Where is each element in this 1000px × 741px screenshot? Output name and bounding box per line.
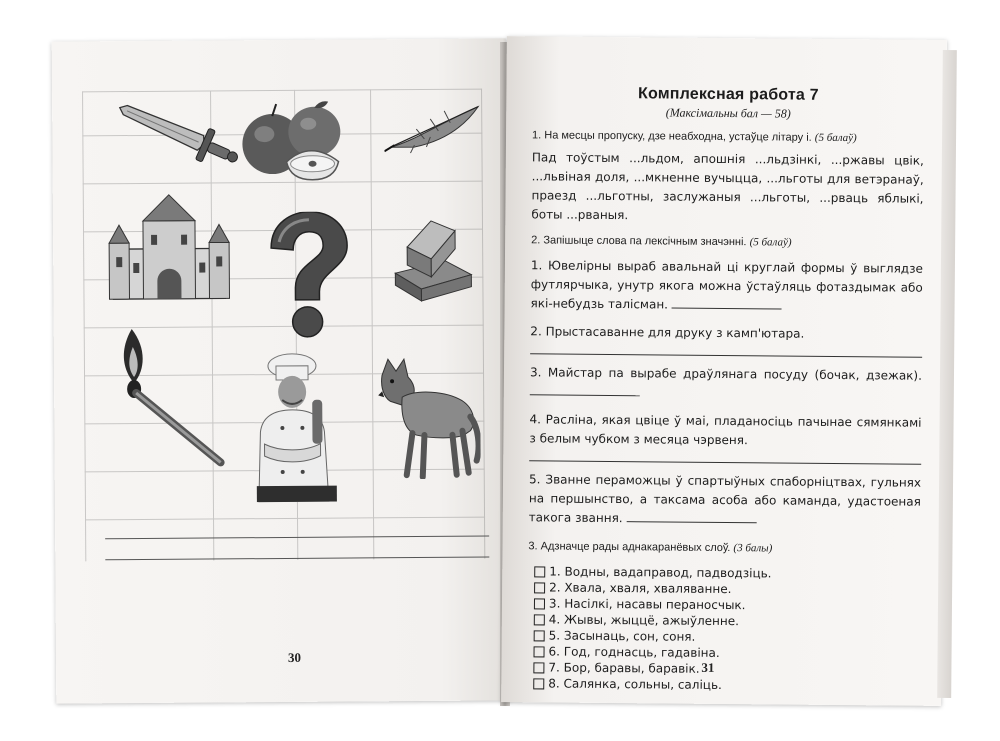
checkbox[interactable] xyxy=(534,566,545,577)
task-1-heading: 1. На месцы пропуску, дзе неабходна, устаўце літару і. (5 балаў) xyxy=(531,129,857,145)
checkbox[interactable] xyxy=(534,598,545,609)
gold-bars-icon xyxy=(385,217,486,306)
answer-blank[interactable] xyxy=(529,460,921,464)
checkbox[interactable] xyxy=(534,582,545,593)
castle-icon xyxy=(107,190,232,303)
task-2-item-2: 2. Прыстасаванне для друку з камп'ютара. xyxy=(530,322,922,357)
answer-blank[interactable] xyxy=(530,382,640,396)
left-page xyxy=(52,38,511,703)
sword-icon xyxy=(114,98,244,169)
checklist-row: 1. Водны, вадаправод, падводзіць. xyxy=(534,563,920,582)
question-mark-icon xyxy=(263,212,352,341)
burning-match-icon xyxy=(116,328,227,469)
answer-blank[interactable] xyxy=(672,296,782,310)
bleed-through-text xyxy=(92,587,472,660)
right-page xyxy=(501,36,947,706)
task-2-item-1: 1. Ювелірны выраб авальнай ці круглай формы ў выглядзе футлярчыка, унутр якога можна ўстаўляць фотаздымак або які-небудзь талісман. xyxy=(530,258,923,312)
checklist-row: 8. Салянка, сольны, саліць. xyxy=(533,675,919,694)
task-2-item-5: 5. Званне пераможцы ў спартыўных спаборніцтвах, гульнях на першынство, а таксама асоба або каманда, удастоеная такога звання. xyxy=(528,472,922,526)
checklist-row: 5. Засынаць, сон, соня. xyxy=(534,627,920,646)
wolf-icon xyxy=(376,357,481,480)
open-book xyxy=(38,28,958,708)
task-2-heading: 2. Запішыце слова па лексічным значэнні. (5 балаў) xyxy=(531,234,792,249)
answer-blank[interactable] xyxy=(530,353,922,357)
checklist-row: 2. Хвала, хваля, хваляванне. xyxy=(534,579,920,598)
checkbox[interactable] xyxy=(534,630,545,641)
checkbox[interactable] xyxy=(534,614,545,625)
feather-icon xyxy=(384,101,484,162)
checklist-row: 7. Бор, баравы, баравік. xyxy=(533,659,919,678)
task-2-item-3: 3. Майстар па вырабе драўлянага посуду (бочак, дзежак). xyxy=(530,363,922,404)
checklist-row: 3. Насілкі, насавы пераносчык. xyxy=(534,595,920,614)
task-3-checklist xyxy=(527,563,920,694)
page-title: Комплексная работа 7 xyxy=(637,85,819,104)
task-3-heading: 3. Адзначце рады аднакаранёвых слоў. (3 балы) xyxy=(528,540,773,555)
checklist-row: 4. Жывы, жыццё, ажыўленне. xyxy=(534,611,920,630)
checklist-row: 6. Год, годнасць, гадавіна. xyxy=(533,643,919,662)
apples-icon xyxy=(240,96,351,185)
checkbox[interactable] xyxy=(533,662,544,673)
page-number-right: 31 xyxy=(701,659,715,675)
page-number-left: 30 xyxy=(287,649,302,665)
max-points: (Максімальны бал — 58) xyxy=(665,105,791,121)
checkbox[interactable] xyxy=(533,678,544,689)
checkbox[interactable] xyxy=(533,646,544,657)
answer-blank[interactable] xyxy=(626,509,756,523)
task-2-item-4: 4. Расліна, якая цвіце ў маі, пладаносіць пачынае сямянкамі з белым чубком з месяца чэрвеня. xyxy=(529,410,921,464)
task-1-text: Пад тоўстым ...льдом, апошнія ...льдзінкі, ...ржавы цвік, ...львіная доля, ...мкненне вучыцца, ...льготы для ветэранаў, праезд ...льготны, заслужаныя ...льготы, ...рваць яблыкі, боты ...рваныя. xyxy=(531,150,924,223)
chef-icon xyxy=(250,352,345,503)
